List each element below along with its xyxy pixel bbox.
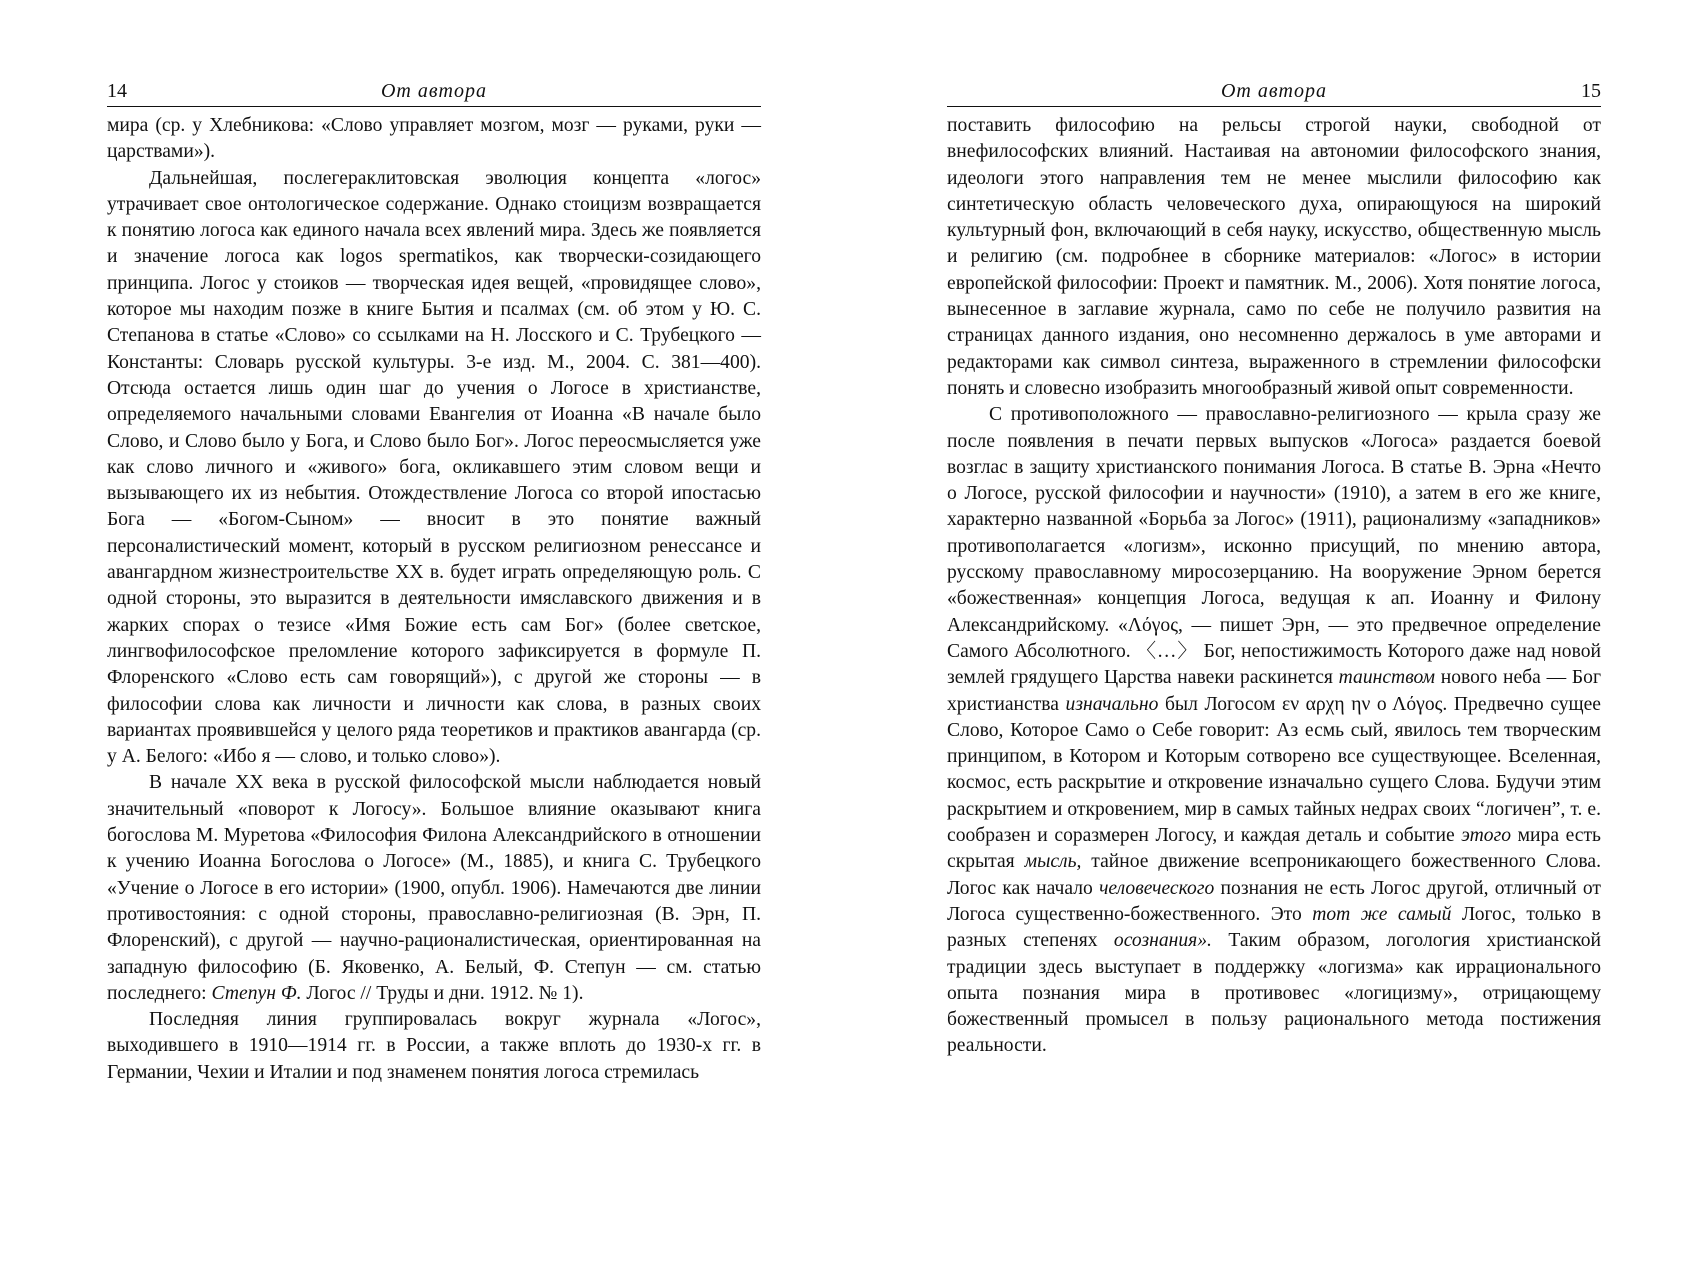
left-running-head [107,76,761,107]
right-body-text [947,113,1601,1060]
page-number: 14 [107,80,127,102]
text-run: Логос, только в разных степенях [947,903,1601,952]
right-running-head [947,76,1601,107]
paragraph [947,113,1601,402]
italic-run: человеческого [1099,877,1215,899]
text-run: С противоположного — православно-религиозного — крыла сразу же после появления в печати первых выпусков «Логоса» раздается боевой возглас в защиту христианского понимания Логоса. В статье В. Эрна «Нечто о Логосе, русской философии и научности» (1910), а затем в его же книге, характерно названной «Борьба за Логос» (1911), рационализму «западников» противополагается «логизм», исконно присущий, по мнению автора, русскому православному миросозерцанию. На вооружение Эрном берется «божественная» концепция Логоса, ведущая к ап. Иоанну и Филону Александрийскому. «Λόγος, — пишет Эрн, — это предвечное определение Самого Абсолютного. 〈…〉 Бог, непостижимость Которого даже над новой землей грядущего Царства навеки раскинется [947,404,1601,689]
text-run: нового неба — Бог христианства [947,667,1601,715]
paragraph [107,770,761,1007]
text-run: познания не есть Логос другой, отличный от Логоса существенно-божественного. Это [947,877,1601,925]
paragraph [107,166,761,771]
text-run: Логос // Труды и дни. 1912. № 1). [301,982,584,1004]
text-run: Таким образом, логология христианской традиции здесь выступает в поддержку «логизма» как иррационального опыта познания мира в противовес «логицизму», отрицающему божественный промысел в пользу рационального метода постижения реальности. [947,930,1601,1057]
italic-run: мысль, [1024,851,1082,873]
italic-run: изначально [1065,693,1159,715]
italic-run: осознания». [1113,930,1212,952]
left-body-text [107,113,761,1086]
text-run: Дальнейшая, послегераклитовская эволюция концепта «логос» утрачивает свое онтологическое содержание. Однако стоицизм возвращается к понятию логоса как единого начала всех явлений мира. Здесь же появляется и значение логоса как logos spermatikos, как творчески-созидающего принципа. Логос у стоиков — творческая идея вещей, «провидящее слово», которое мы находим позже в книге Бытия и псалмах (см. об этом у Ю. С. Степанова в статье «Слово» со ссылками на Н. Лосского и С. Трубецкого — Константы: Словарь русской культуры. 3-е изд. М., 2004. С. 381—400). Отсюда остается лишь один шаг до учения о Логосе в христианстве, определяемого начальными словами Евангелия от Иоанна «В начале было Слово, и Слово было у Бога, и Слово было Бог». Логос переосмысляется уже как слово личного и «живого» бога, окликавшего этим словом вещи и вызывающего их из небытия. Отождествление Логоса со второй ипостасью Бога — «Богом-Сыном» — вносит в это понятие важный персоналистический момент, который в русском религиозном ренессансе и авангардном жизнестроительстве ХХ в. будет играть определяющую роль. С одной стороны, это выразится в деятельности имяславского движения и в жарких спорах о тезисе «Имя Божие есть сам Бог» (более светское, лингвофилософское преломление которого зафиксируется в формуле П. Флоренского «Слово есть сам говорящий»), с другой же стороны — в философии слова как личности и личности как слова, в разных своих вариантах проявившейся у целого ряда теоретиков и практиков авангарда (ср. у А. Белого: «Ибо я — слово, и только слово»). [107,167,761,768]
italic-run: тот же самый [1312,903,1452,925]
running-title: От автора [1220,80,1327,102]
left-page [107,76,761,1086]
paragraph [107,1007,761,1086]
italic-run: этого [1461,825,1512,847]
text-run: мира (ср. у Хлебникова: «Слово управляет мозгом, мозг — руками, руки — царствами»). [107,115,761,163]
running-title: От автора [380,80,487,102]
page-number: 15 [1581,80,1601,102]
text-run: В начале ХХ века в русской философской мысли наблюдается новый значительный «поворот к Логосу». Большое влияние оказывают книга богослова М. Муретова «Философия Филона Александрийского в отношении к учению Иоанна Богослова о Логосе» (М., 1885), и книга С. Трубецкого «Учение о Логосе в его истории» (1900, опубл. 1906). Намечаются две линии противостояния: с одной стороны, православно-религиозная (В. Эрн, П. Флоренский), с другой — научно-рационалистическая, ориентированная на западную философию (Б. Яковенко, А. Белый, Ф. Степун — см. статью последнего: [107,772,761,1004]
text-run: Последняя линия группировалась вокруг журнала «Логос», выходившего в 1910—1914 гг. в России, а также вплоть до 1930-х гг. в Германии, Чехии и Италии и под знаменем понятия логоса стремилась [107,1009,761,1083]
text-run: был Логосом εν αρχη ην ο Λόγος. Предвечно сущее Слово, Которое Само о Себе говорит: Аз есмь сый, явилось тем творческим принципом, в Котором и Которым сотворено все существующее. Вселенная, космос, есть раскрытие и откровение изначально сущего Слова. Будучи этим раскрытием и откровением, мир в самых тайных недрах своих “логичен”, т. е. сообразен и соразмерен Логосу, и каждая деталь и событие [947,693,1602,847]
text-run: тайное движение всепроникающего божественного Слова. Логос как начало [947,851,1601,899]
paragraph [947,402,1601,1059]
right-page [947,76,1601,1060]
italic-run: Степун Ф. [211,982,302,1004]
italic-run: таинством [1338,667,1436,689]
paragraph [107,113,761,166]
text-run: поставить философию на рельсы строгой науки, свободной от внефилософских влияний. Настаивая на автономии философского знания, идеологи этого направления тем не менее мыслили философию как синтетическую область человеческого духа, опирающуюся на широкий культурный фон, включающий в себя науку, искусство, общественную мысль и религию (см. подробнее в сборнике материалов: «Логос» в истории европейской философии: Проект и памятник. М., 2006). Хотя понятие логоса, вынесенное в заглавие журнала, само по себе не получило развития на страницах данного издания, оно несомненно держалось в уме авторами и редакторами как символ синтеза, выраженного в стремлении философски понять и словесно изобразить многообразный живой опыт современности. [947,115,1601,399]
text-run: мира есть скрытая [947,825,1601,873]
